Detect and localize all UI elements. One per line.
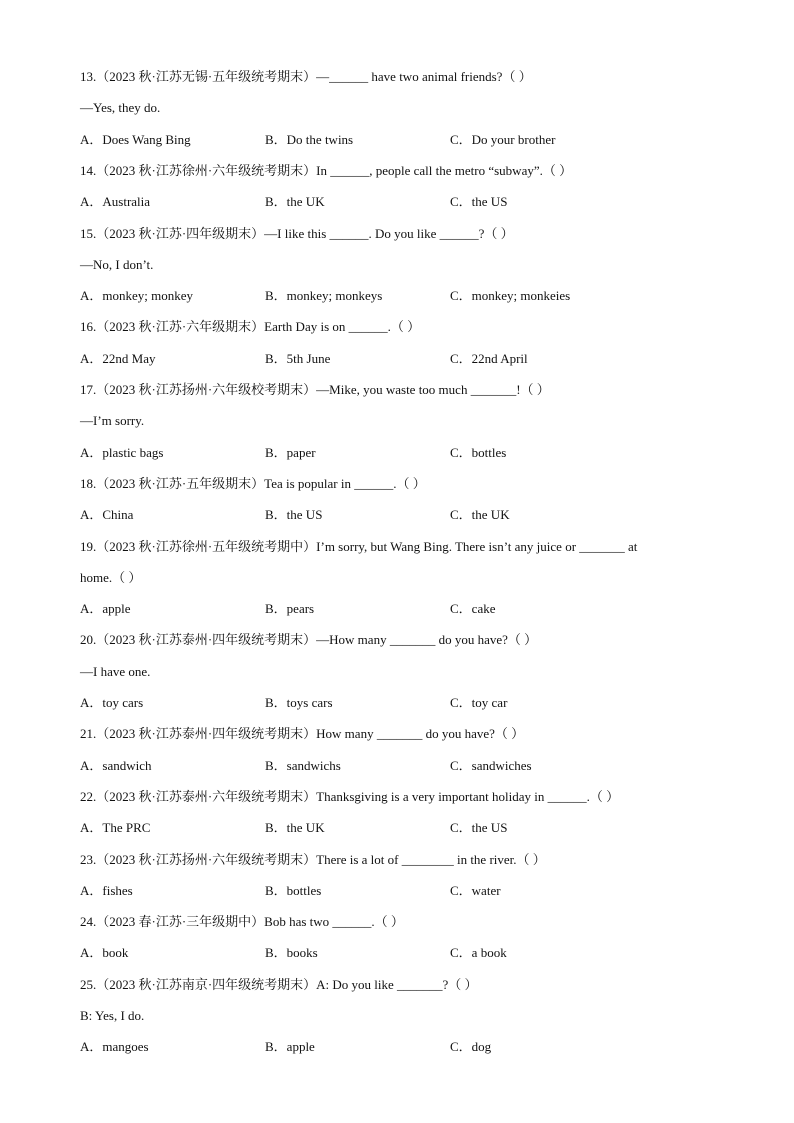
answer-options — [80, 288, 720, 304]
question-stem: 15.（2023 秋·江苏·四年级期末）—I like this ______. Do you like ______?（ ） — [80, 225, 514, 241]
option-a: A．Does Wang Bing — [80, 131, 191, 147]
option-c: C．dog — [450, 1039, 492, 1055]
option-b: B．bottles — [265, 882, 322, 898]
answer-options — [80, 194, 720, 210]
question-stem: 22.（2023 秋·江苏泰州·六年级统考期末）Thanksgiving is a very important holiday in ______.（ ） — [80, 788, 620, 804]
question-stem: 24.（2023 春·江苏·三年级期中）Bob has two ______.（ ） — [80, 914, 404, 930]
option-c: C．cake — [450, 601, 496, 617]
option-a: A．mangoes — [80, 1039, 149, 1055]
question-stem: 25.（2023 秋·江苏南京·四年级统考期末）A: Do you like _______?（ ） — [80, 976, 478, 992]
option-a: A．Australia — [80, 194, 151, 210]
option-c: C．water — [450, 882, 501, 898]
question-stem: 19.（2023 秋·江苏徐州·五年级统考期中）I’m sorry, but Wang Bing. There isn’t any juice or _______ at — [80, 538, 638, 554]
question-stem: 14.（2023 秋·江苏徐州·六年级统考期末）In ______, people call the metro “subway”.（ ） — [80, 162, 573, 178]
option-a: A．book — [80, 945, 129, 961]
question-stem: 13.（2023 秋·江苏无锡·五年级统考期末）—______ have two animal friends?（ ） — [80, 69, 532, 84]
answer-options — [80, 507, 720, 523]
option-b: B．books — [265, 945, 318, 961]
question-stem: 23.（2023 秋·江苏扬州·六年级统考期末）There is a lot of ________ in the river.（ ） — [80, 851, 546, 867]
answer-options — [80, 883, 720, 899]
question-continuation: —Yes, they do. — [80, 100, 161, 116]
option-c: C．monkey; monkeies — [450, 288, 571, 304]
question-continuation: —I’m sorry. — [80, 413, 145, 429]
answer-options — [80, 601, 720, 617]
option-a: A．China — [80, 507, 134, 523]
option-c: C．the US — [450, 820, 508, 836]
option-a: A．toy cars — [80, 695, 144, 710]
answer-options — [80, 351, 720, 367]
question-stem: 18.（2023 秋·江苏·五年级期末）Tea is popular in ______.（ ） — [80, 475, 426, 491]
option-c: C．bottles — [450, 444, 507, 460]
option-b: B．paper — [265, 444, 316, 460]
option-a: A．sandwich — [80, 757, 152, 773]
option-b: B．toys cars — [265, 695, 333, 710]
answer-options — [80, 945, 720, 961]
option-c: C．sandwiches — [450, 757, 532, 773]
option-b: B．the UK — [265, 194, 325, 210]
option-c: C．the US — [450, 194, 508, 210]
answer-options — [80, 1039, 720, 1055]
option-c: C．the UK — [450, 507, 510, 523]
question-continuation: B: Yes, I do. — [80, 1008, 145, 1023]
option-c: C．22nd April — [450, 350, 528, 366]
option-b: B．the UK — [265, 820, 325, 836]
option-b: B．pears — [265, 601, 315, 617]
option-b: B．Do the twins — [265, 131, 354, 147]
answer-options — [80, 445, 720, 461]
option-b: B．sandwichs — [265, 757, 341, 773]
option-a: A．monkey; monkey — [80, 288, 194, 304]
option-a: A．The PRC — [80, 820, 151, 836]
option-c: C．a book — [450, 945, 507, 961]
question-stem: 21.（2023 秋·江苏泰州·四年级统考期末）How many _______ do you have?（ ） — [80, 726, 525, 742]
answer-options — [80, 820, 720, 836]
option-a: A．apple — [80, 601, 131, 617]
option-b: B．the US — [265, 507, 323, 523]
question-continuation: —No, I don’t. — [80, 256, 154, 272]
option-b: B．5th June — [265, 350, 331, 366]
option-a: A．fishes — [80, 882, 133, 898]
answer-options — [80, 758, 720, 774]
answer-options — [80, 695, 720, 711]
option-c: C．Do your brother — [450, 131, 556, 147]
option-c: C．toy car — [450, 695, 508, 710]
option-b: B．apple — [265, 1039, 315, 1055]
answer-options — [80, 132, 720, 148]
question-stem: 20.（2023 秋·江苏泰州·四年级统考期末）—How many _______ do you have?（ ） — [80, 632, 538, 648]
option-a: A．22nd May — [80, 350, 156, 366]
question-stem: 17.（2023 秋·江苏扬州·六年级校考期末）—Mike, you waste too much _______!（ ） — [80, 382, 550, 397]
option-b: B．monkey; monkeys — [265, 288, 383, 304]
question-stem: 16.（2023 秋·江苏·六年级期末）Earth Day is on ______.（ ） — [80, 319, 421, 335]
question-continuation: home.（ ） — [80, 569, 142, 585]
option-a: A．plastic bags — [80, 444, 164, 460]
question-continuation: —I have one. — [80, 663, 151, 679]
